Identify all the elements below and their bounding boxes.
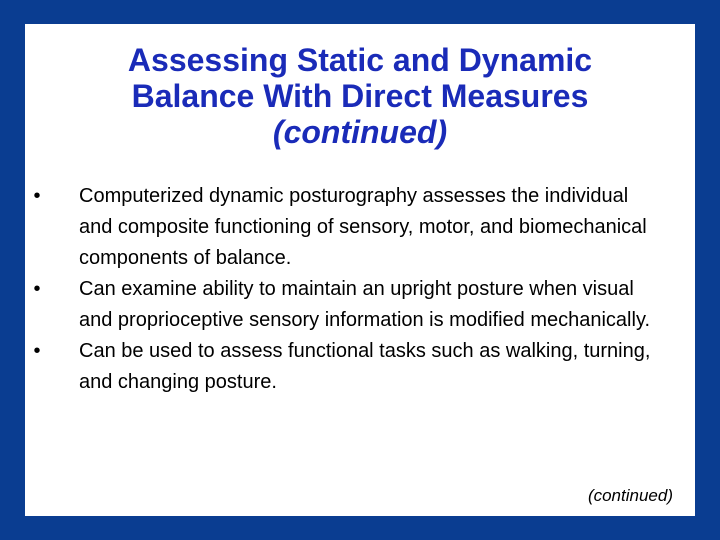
bullet-item xyxy=(25,181,665,274)
continued-note: (continued) xyxy=(587,486,673,505)
title-line-2: Balance With Direct Measures xyxy=(131,78,589,114)
title-line-1: Assessing Static and Dynamic xyxy=(127,42,593,78)
bullet-dot-icon: • xyxy=(33,340,41,362)
bullet-text: Computerized dynamic posturography assesses the individual and composite functioning of sensory, motor, and biomechanical components of balance. xyxy=(79,185,647,269)
bullet-list xyxy=(25,181,665,398)
bullet-dot-icon: • xyxy=(33,278,41,300)
bullet-dot-icon: • xyxy=(33,185,41,207)
title-line-3: (continued) xyxy=(272,114,448,150)
slide-title xyxy=(25,42,695,150)
bullet-item xyxy=(25,274,665,336)
bullet-text: Can examine ability to maintain an upright posture when visual and proprioceptive sensory information is modified mechanically. xyxy=(79,278,651,331)
bullet-text: Can be used to assess functional tasks such as walking, turning, and changing posture. xyxy=(79,340,651,393)
bullet-item xyxy=(25,336,665,398)
slide xyxy=(25,24,695,516)
